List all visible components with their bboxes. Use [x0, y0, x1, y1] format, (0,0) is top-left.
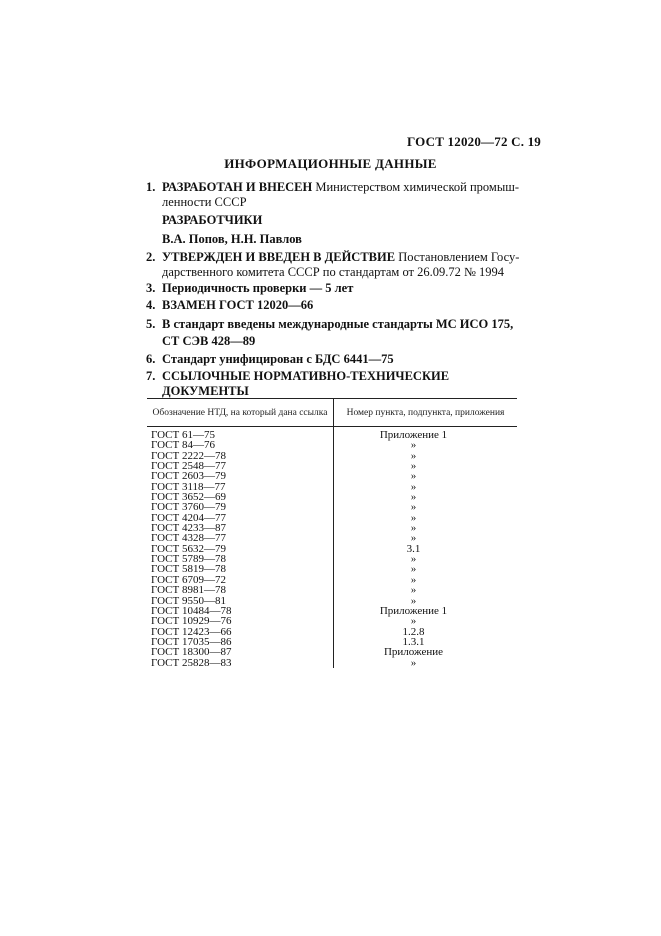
doc-cell: ГОСТ 2222—78 — [147, 451, 334, 461]
doc-cell: ГОСТ 25828—83 — [147, 658, 334, 668]
item-text: ВЗАМЕН ГОСТ 12020—66 — [162, 298, 314, 312]
ref-cell: » — [410, 439, 417, 452]
developers-label: РАЗРАБОТЧИКИ — [162, 213, 263, 227]
ref-cell: » — [410, 584, 417, 597]
doc-cell: ГОСТ 4204—77 — [147, 513, 334, 523]
ref-cell: » — [410, 449, 417, 462]
column-header-clause: Номер пункта, подпункта, приложения — [334, 399, 518, 427]
table-row — [147, 585, 517, 595]
item-plain-text: Министерством химической промыш-ленности СССР — [162, 180, 520, 209]
developers-names: В.А. Попов, Н.Н. Павлов — [162, 232, 302, 246]
doc-cell: ГОСТ 5789—78 — [147, 554, 334, 564]
item-bold-text: РАЗРАБОТАН И ВНЕСЕН — [162, 180, 313, 194]
ref-cell: » — [410, 532, 417, 545]
table-row — [147, 427, 517, 441]
doc-cell: ГОСТ 17035—86 — [147, 637, 334, 647]
item-number: 3. — [146, 281, 156, 295]
item-number: 4. — [146, 298, 156, 312]
doc-cell: ГОСТ 10484—78 — [147, 606, 334, 616]
ref-cell: » — [410, 480, 417, 493]
ref-cell: Приложение 1 — [379, 604, 448, 617]
ref-cell: » — [410, 501, 417, 514]
doc-cell: ГОСТ 3760—79 — [147, 502, 334, 512]
ref-cell: » — [410, 594, 417, 607]
ref-cell: » — [410, 563, 417, 576]
doc-cell: ГОСТ 2603—79 — [147, 471, 334, 481]
ref-cell: » — [410, 656, 417, 669]
table-row — [147, 658, 517, 668]
ref-cell: Приложение — [383, 646, 444, 659]
ref-cell: 1.2.8 — [402, 625, 425, 638]
doc-cell: ГОСТ 12423—66 — [147, 627, 334, 637]
info-item-1 — [146, 180, 521, 212]
item-text — [162, 180, 522, 210]
table-header-row — [147, 399, 517, 427]
page-header-doc-ref: ГОСТ 12020—72 С. 19 — [407, 134, 541, 149]
ref-cell: » — [410, 470, 417, 483]
item-text: Периодичность проверки — 5 лет — [162, 281, 354, 295]
item-text: Стандарт унифицирован с БДС 6441—75 — [162, 352, 394, 366]
doc-cell: ГОСТ 9550—81 — [147, 596, 334, 606]
item-number: 6. — [146, 352, 156, 366]
item-number: 2. — [146, 250, 156, 264]
item-text: ССЫЛОЧНЫЕ НОРМАТИВНО-ТЕХНИЧЕСКИЕ ДОКУМЕНТЫ — [162, 369, 450, 398]
ref-cell: » — [410, 553, 417, 566]
item-number: 7. — [146, 369, 156, 383]
doc-cell: ГОСТ 5632—79 — [147, 544, 334, 554]
doc-cell: ГОСТ 4328—77 — [147, 533, 334, 543]
item-number: 5. — [146, 317, 156, 331]
item-text — [162, 250, 522, 280]
table-row — [147, 616, 517, 626]
doc-cell: ГОСТ 8981—78 — [147, 585, 334, 595]
doc-cell: ГОСТ 18300—87 — [147, 647, 334, 657]
doc-cell: ГОСТ 3652—69 — [147, 492, 334, 502]
doc-cell: ГОСТ 84—76 — [147, 440, 334, 450]
item-number: 1. — [146, 180, 156, 194]
table-row — [147, 647, 517, 657]
item-plain-text: Постановлением Госу-дарственного комитета СССР по стандартам от 26.09.72 № 1994 — [162, 250, 520, 279]
doc-cell: ГОСТ 2548—77 — [147, 461, 334, 471]
ref-cell: » — [410, 460, 417, 473]
ref-cell: 1.3.1 — [402, 635, 425, 648]
ref-cell: » — [410, 522, 417, 535]
doc-cell: ГОСТ 10929—76 — [147, 616, 334, 626]
doc-cell: ГОСТ 5819—78 — [147, 564, 334, 574]
page-title: ИНФОРМАЦИОННЫЕ ДАННЫЕ — [224, 156, 437, 171]
references-table — [147, 398, 517, 668]
ref-cell: » — [410, 615, 417, 628]
doc-cell: ГОСТ 61—75 — [147, 427, 334, 441]
item-5-continuation: СТ СЭВ 428—89 — [162, 334, 256, 348]
doc-cell: ГОСТ 3118—77 — [147, 482, 334, 492]
doc-cell: ГОСТ 4233—87 — [147, 523, 334, 533]
ref-cell: 3.1 — [406, 542, 421, 555]
ref-cell: » — [410, 573, 417, 586]
item-text: В стандарт введены международные стандарты МС ИСО 175, — [162, 317, 514, 331]
item-bold-text: УТВЕРЖДЕН И ВВЕДЕН В ДЕЙСТВИЕ — [162, 250, 396, 264]
ref-cell: » — [410, 511, 417, 524]
column-header-document: Обозначение НТД, на который дана ссылка — [147, 399, 334, 427]
info-item-2 — [146, 250, 521, 282]
doc-cell: ГОСТ 6709—72 — [147, 575, 334, 585]
ref-cell: » — [410, 491, 417, 504]
ref-cell: Приложение 1 — [379, 429, 448, 441]
